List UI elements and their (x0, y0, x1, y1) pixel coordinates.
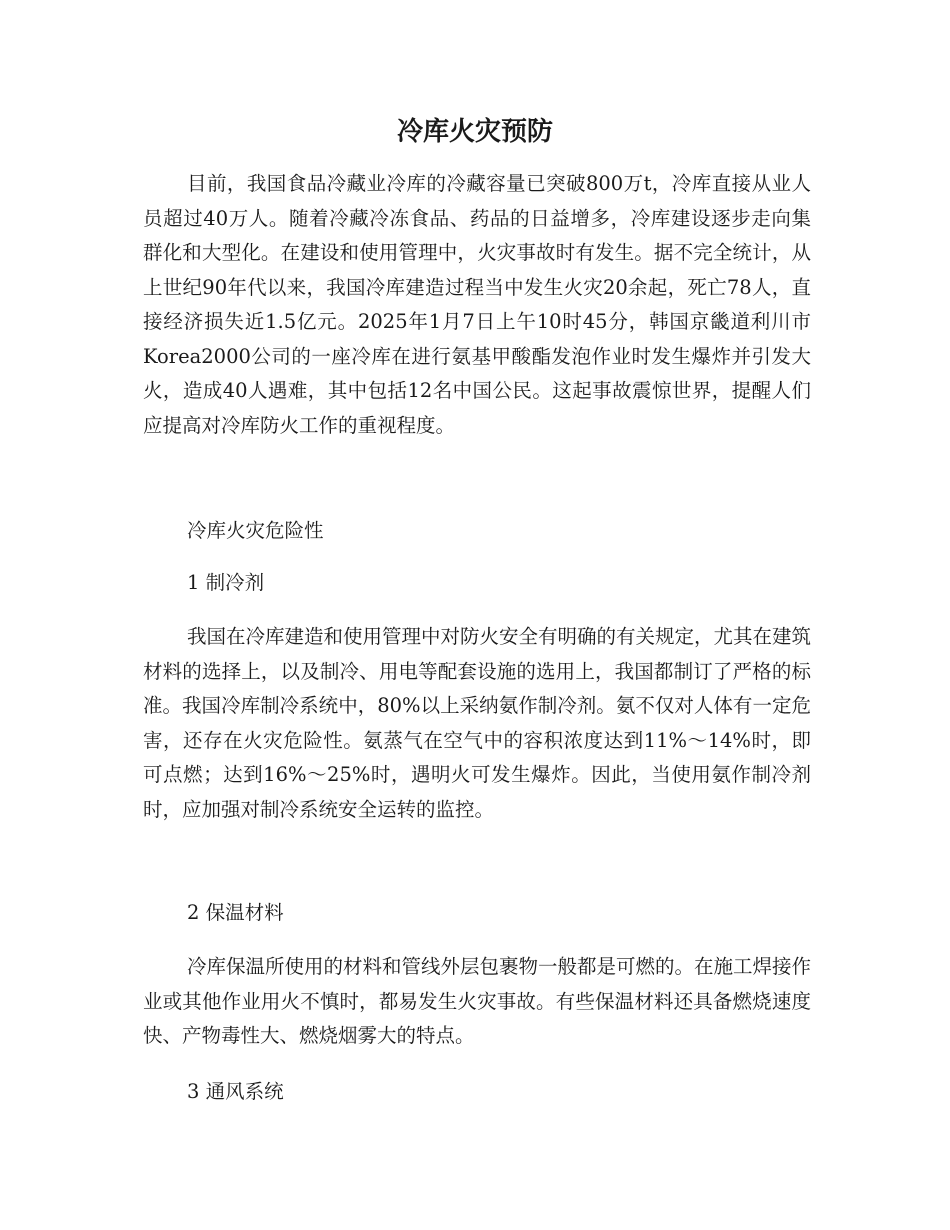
subheading-ventilation: 3 通风系统 (187, 1080, 284, 1103)
document-title: 冷库火灾预防 (396, 117, 553, 147)
paragraph-refrigerant: 我国在冷库建造和使用管理中对防火安全有明确的有关规定，尤其在建筑材料的选择上，以及制冷、用电等配套设施的选用上，我国都制订了严格的标准。我国冷库制冷系统中，80%以上采纳氨作制冷剂。氨不仅对人体有一定危害，还存在火灾危险性。氨蒸气在空气中的容积浓度达到11%～14%时，即可点燃；达到16%～25%时，遇明火可发生爆炸。因此，当使用氨作制冷剂时，应加强对制冷系统安全运转的监控。 (143, 625, 812, 821)
subheading-refrigerant: 1 制冷剂 (187, 571, 265, 594)
intro-paragraph: 目前，我国食品冷藏业冷库的冷藏容量已突破800万t，冷库直接从业人员超过40万人。随着冷藏冷冻食品、药品的日益增多，冷库建设逐步走向集群化和大型化。在建设和使用管理中，火灾事故时有发生。据不完全统计，从上世纪90年代以来，我国冷库建造过程当中发生火灾20余起，死亡78人，直接经济损失近1.5亿元。2025年1月7日上午10时45分，韩国京畿道利川市Korea2000公司的一座冷库在进行氨基甲酸酯发泡作业时发生爆炸并引发大火，造成40人遇难，其中包括12名中国公民。这起事故震惊世界，提醒人们应提高对冷库防火工作的重视程度。 (143, 172, 811, 437)
paragraph-insulation: 冷库保温所使用的材料和管线外层包裹物一般都是可燃的。在施工焊接作业或其他作业用火不慎时，都易发生火灾事故。有些保温材料还具备燃烧速度快、产物毒性大、燃烧烟雾大的特点。 (143, 955, 812, 1047)
section-heading: 冷库火灾危险性 (187, 519, 324, 542)
subheading-insulation: 2 保温材料 (187, 901, 284, 924)
